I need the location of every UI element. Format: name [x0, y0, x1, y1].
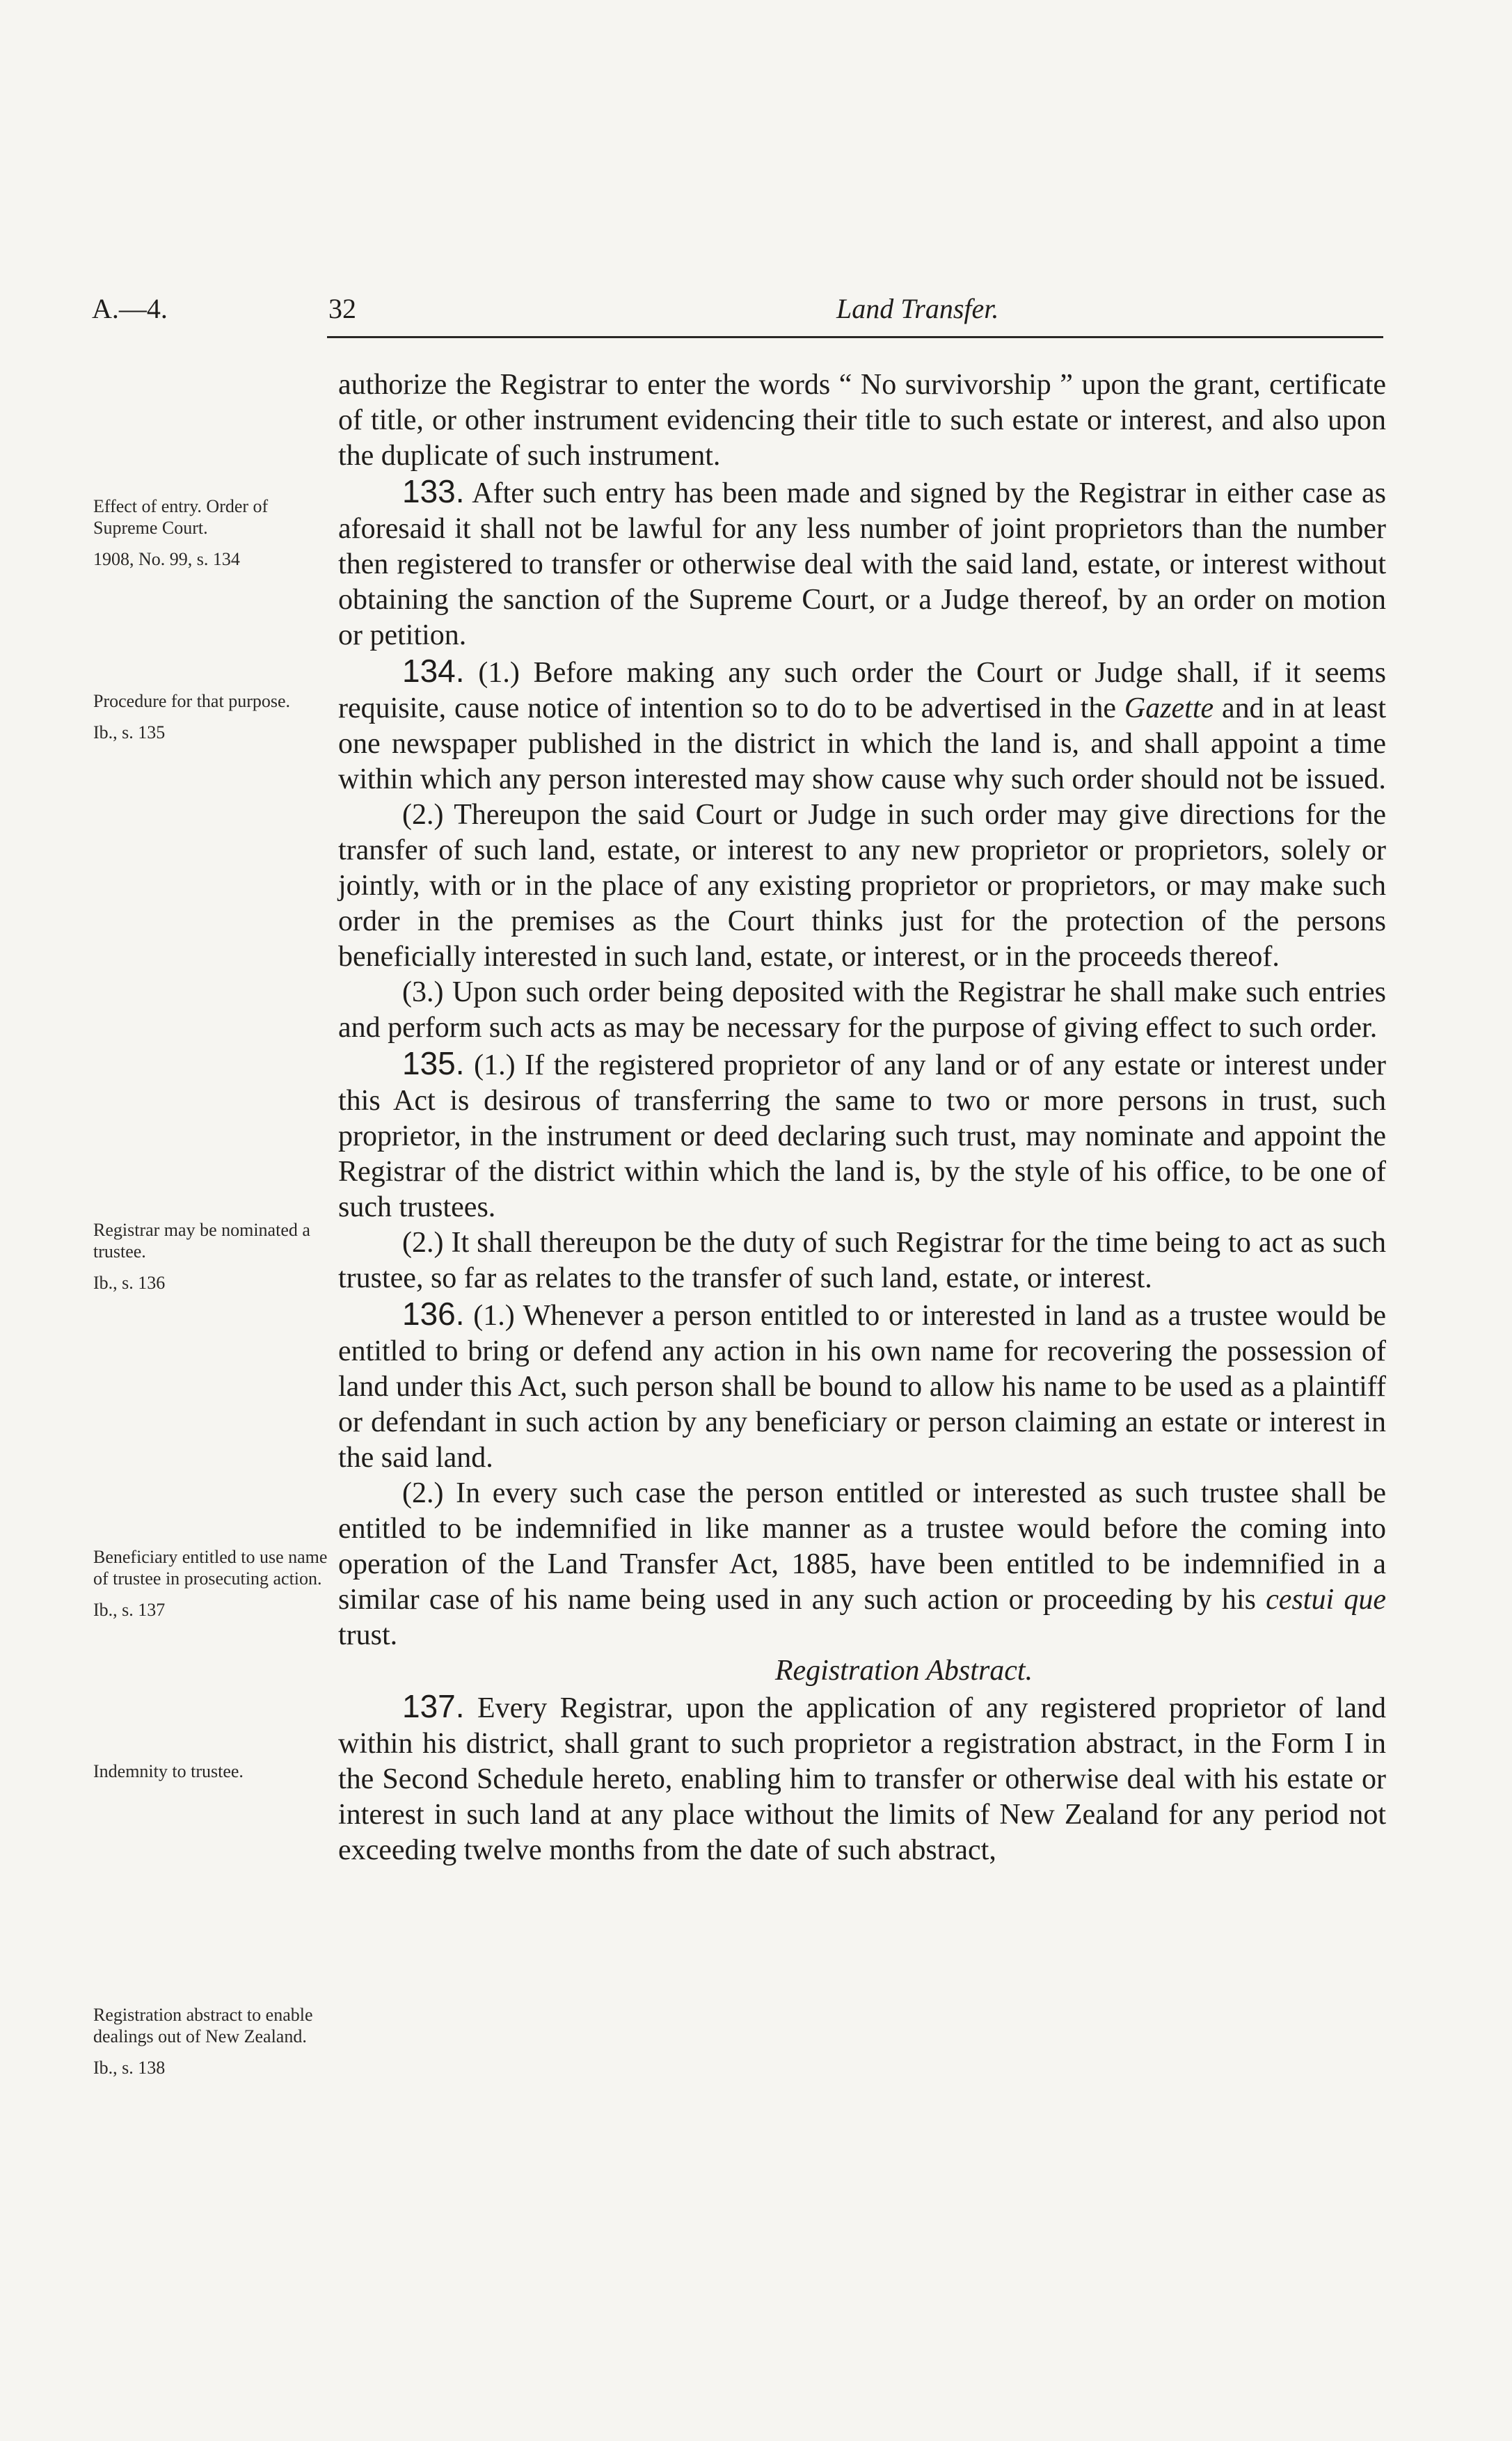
section-number: 136.: [402, 1296, 465, 1332]
body-text: [338, 367, 1386, 1868]
margin-note-137: [93, 2004, 330, 2078]
margin-note-135: [93, 1219, 330, 1294]
margin-note-ref: Ib., s. 135: [93, 722, 166, 742]
margin-note-title: Indemnity to trustee.: [93, 1761, 244, 1781]
header-rule: [327, 336, 1383, 338]
margin-note-136-2: [93, 1760, 330, 1782]
section-135-2: (2.) It shall thereupon be the duty of such Registrar for the time being to act as such trustee, so far as relates to the transfer of such land, estate, or interest.: [338, 1227, 1386, 1294]
section-137: [338, 1689, 1386, 1868]
section-135-1: [338, 1046, 1386, 1225]
section-number: 134.: [402, 653, 465, 689]
section-136-2: [338, 1476, 1386, 1653]
section-text: (1.) If the registered proprietor of any land or of any estate or interest under this Act is desirous of transferring the same to two or more persons in trust, such proprietor, in the instrument or deed declaring such trust, may nominate and appoint the Registrar of the district within which the land is, by the style of his office, to be one of such trustees.: [338, 1049, 1387, 1223]
margin-note-ref: Ib., s. 138: [93, 2058, 166, 2078]
page-number: 32: [328, 293, 356, 324]
margin-note-133: [93, 495, 330, 570]
section-number: 133.: [402, 473, 465, 509]
margin-note-title: Registration abstract to enable dealings out of New Zealand.: [93, 2005, 313, 2046]
section-text: (1.) Before making any such order the Court or Judge shall, if it seems requisite, cause notice of intention so to do to be advertised in the: [338, 657, 1387, 724]
margin-note-title: Procedure for that purpose.: [93, 691, 291, 711]
margin-note-ref: Ib., s. 137: [93, 1600, 166, 1620]
italic-term: cestui que: [1266, 1584, 1386, 1616]
margin-note-136: [93, 1546, 330, 1621]
italic-term: Gazette: [1124, 692, 1214, 724]
section-133: [338, 474, 1386, 653]
section-number: 137.: [402, 1688, 465, 1724]
running-title: Land Transfer.: [836, 293, 999, 324]
section-134-2: (2.) Thereupon the said Court or Judge in such order may give directions for the transfer of such land, estate, or interest to any new proprietor or proprietors, solely or jointly, with or in the place of any existing proprietor or proprietors, or may make such order in the premises as the Court thinks just for the protection of the persons beneficially interested in such land, estate, or interest, or in the proceeds thereof.: [338, 799, 1386, 973]
margin-note-title: Effect of entry. Order of Supreme Court.: [93, 496, 269, 538]
paragraph-continuation: authorize the Registrar to enter the words “ No survivorship ” upon the grant, certificate of title, or other instrument evidencing their title to such estate or interest, and also upon the duplicate of such instrument.: [338, 369, 1386, 472]
section-text: Every Registrar, upon the application of any registered proprietor of land within his district, shall grant to such proprietor a registration abstract, in the Form I in the Second Schedule hereto, enabling him to transfer or otherwise deal with his estate or interest in such land at any place without the limits of New Zealand for any period not exceeding twelve months from the date of such abstract,: [338, 1692, 1386, 1866]
margin-note-title: Beneficiary entitled to use name of trustee in prosecuting action.: [93, 1547, 328, 1589]
section-text: trust.: [338, 1619, 398, 1651]
page-header: [92, 292, 1386, 334]
section-text: (1.) Whenever a person entitled to or interested in land as a trustee would be entitled to bring or defend any action in his own name for recovering the possession of land under this Act, such person shall be bound to allow his name to be used as a plaintiff or defendant in such action by any beneficiary or person claiming an estate or interest in the said land.: [338, 1300, 1386, 1474]
section-134-1: [338, 653, 1386, 797]
section-heading: Registration Abstract.: [774, 1655, 1033, 1687]
margin-note-ref: Ib., s. 136: [93, 1273, 166, 1293]
margin-note-ref: 1908, No. 99, s. 134: [93, 549, 240, 569]
section-134-3: (3.) Upon such order being deposited with the Registrar he shall make such entries and perform such acts as may be necessary for the purpose of giving effect to such order.: [338, 976, 1386, 1044]
section-text: After such entry has been made and signed by the Registrar in either case as aforesaid it shall not be lawful for any less number of joint proprietors than the number then registered to transfer or otherwise deal with the said land, estate, or interest without obtaining the sanction of the Supreme Court, or a Judge thereof, by an order on motion or petition.: [338, 477, 1387, 651]
margin-note-134: [93, 690, 330, 743]
section-number: 135.: [402, 1045, 465, 1081]
section-text: and in at least one newspaper published in the district in which the land is, and shall appoint a time within which any person interested may show cause why such order should not be issued.: [338, 692, 1387, 795]
document-reference: A.—4.: [92, 293, 168, 324]
section-136-1: [338, 1296, 1386, 1476]
margin-note-title: Registrar may be nominated a trustee.: [93, 1220, 310, 1262]
section-text: (2.) In every such case the person entitled or interested as such trustee shall be entitled to be indemnified in like manner as a trustee would before the coming into operation of the Land Transfer Act, 1885, have been entitled to be indemnified in a similar case of his name being used in any such action or proceeding by his: [338, 1477, 1386, 1616]
